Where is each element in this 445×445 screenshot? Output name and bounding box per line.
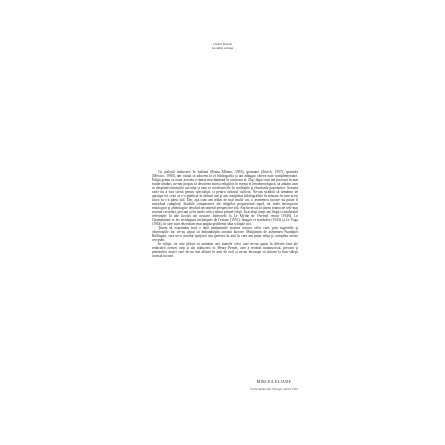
paragraph: În sfârşit, ne este plăcut să amintim aici numele celor care ne-au ajutat în diferite faze ale redactării acestei cărţi şi ale traducerii ei: Henry Pernet, care a revăzut manuscrisul, precum şi prietenilor noştri care ne-au stat alături în anii de exil şi ne-au încurajat să ducem la bun sfârşit această lucrare. bbox=[152, 242, 298, 259]
paragraph: Ţinem să exprimăm încă o dată mulţumirile noastre tuturor celor care, prin sugestiile şi observaţiile lor, ne-au ajutat să îmbunătăţim această lucrare. Mulţumim de asemenea Fundaţiei Bollingen, care ne-a acordat sprijinul său generos în anii în care am putut relua şi completa aceste cercetări. bbox=[152, 226, 298, 243]
signature-block bbox=[250, 380, 298, 391]
paragraph: Cu prilejul traducerii în italiană (Roma–Milano, 1953), germană (Zürich, 1957), spaniolă (Mexico, 1960), am căutat să aducem la zi bibliografia şi am adăugat câteva note complementare. Ediţia prima cu toate acestea a rămas neschimbată în structura ei. Dar, după cum am precizat în mai multe rânduri, ne-am propus să descriem istoria religiilor în esenţa ei fenomenologică, să arătăm cum se desprind structurile sacrului şi cum se revelează ele în credinţele şi ritualurile popoarelor. Această carte nu a fost scrisă pentru specialişti, ci pentru cititorul cultivat. Ne-am străduit să urmărim de aproape tot ceea ce s-a publicat în ultimii ani şi am completat bibliografiile în măsura în care acest lucru ni s-a părut util. Dar, aşa cum am arătat de mai multe ori, o asemenea lucrare nu poate fi niciodată completă. Studiile comparative ale religiilor progresează rapid, iar noile descoperiri etnologice şi arheologice deschid necontenit perspective noi. Am încercat să ţinem seama de cele mai recente cercetări, precum şi de unele critici aduse primei ediţii. În acelaşi timp, am lărgit considerabil referinţele la alte lucrări ale noastre, îndeosebi la Le Mythe de l'éternel retour (1949), Le Chamanisme et les techniques archaïques de l'extase (1951), Images et symboles (1952) şi Le Yoga (1954), în care sunt dezvoltate mai amplu probleme abia schiţate aici. bbox=[152, 170, 298, 227]
body-text bbox=[152, 170, 298, 258]
page-header bbox=[0, 42, 445, 51]
signature-place-date: Universitatea din Chicago, martie 1967 bbox=[250, 387, 298, 391]
author-name: MIRCEA ELIADE bbox=[256, 380, 292, 384]
header-subtitle: la ediția a doua bbox=[211, 46, 234, 51]
header-title: Cuvînt înainte bbox=[212, 42, 233, 46]
